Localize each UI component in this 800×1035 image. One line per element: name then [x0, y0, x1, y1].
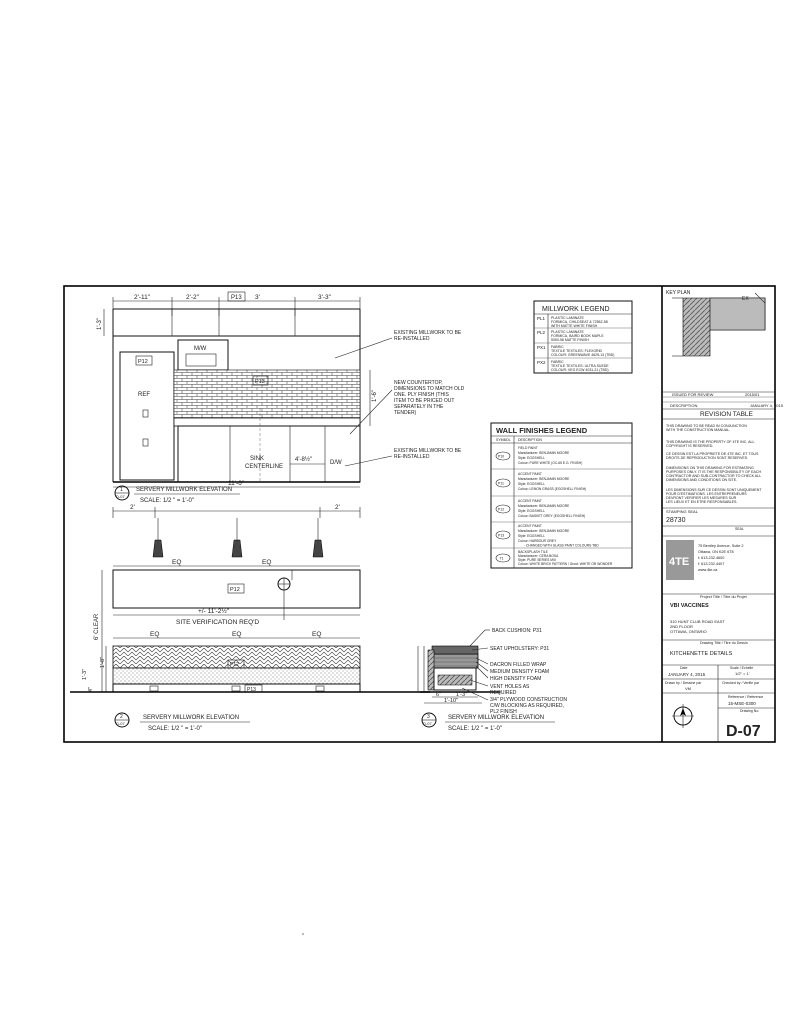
- wl-text-4c: Style: EGGSHELL: [518, 534, 545, 538]
- pendant-light-2: [232, 518, 242, 557]
- wl-text-3c: Style: EGGSHELL: [518, 509, 545, 513]
- sec-dim-a: 6": [436, 692, 442, 698]
- dim-5: 3'-3": [318, 294, 331, 301]
- wall-legend-title: WALL FINISHES LEGEND: [496, 426, 588, 435]
- dim-4: 3': [255, 294, 260, 301]
- wl-text-1c: Style: EGGSHELL: [518, 456, 545, 460]
- sec-note-7c: PL2 FINISH: [490, 709, 517, 715]
- addr-line-1: 75 Bentley Avenue, Suite 2: [698, 544, 744, 548]
- wl-text-4e: - CHANGED WITH GLASS PAINT COLOURS TBD: [524, 543, 599, 548]
- wl-code-5: T1: [499, 556, 504, 561]
- wl-code-4: P13: [498, 533, 505, 538]
- tb-note-3b: DROITS DE REPRODUCTION SONT RESERVES.: [666, 456, 749, 460]
- detail-num-1: 1: [120, 487, 123, 493]
- elevation-bottom: [70, 504, 430, 732]
- millwork-legend: [534, 301, 632, 373]
- px-tag: P12: [230, 662, 239, 668]
- eq-4: EQ: [232, 631, 242, 638]
- dim-3-tag: P13: [231, 295, 242, 301]
- note-1a: EXISTING MILLWORK TO BE: [394, 330, 462, 336]
- ml-text-3a: FABRIC: [551, 345, 564, 349]
- issued-date: 2015/01: [745, 392, 760, 397]
- scale-label: Scale / Echelle: [730, 666, 754, 670]
- elev2-title: SERVERY MILLWORK ELEVATION: [143, 715, 240, 721]
- wl-code-3: P12: [498, 507, 505, 512]
- ref-value: 15-MSE-0300: [728, 701, 756, 706]
- sink-centerline: CENTERLINE: [245, 464, 284, 470]
- ml-text-4c: COLOUR: VEG ECW 4031-21 (TBD): [551, 368, 609, 372]
- tb-note-5d: LES LIEUX ET EN ETRE RESPONSABLES.: [666, 500, 738, 504]
- sec-scale: SCALE: 1/2 " = 1'-0": [448, 726, 502, 732]
- addr-line-4: f: 613.232.4407: [698, 562, 725, 566]
- ml-text-1c: WITH MATTE WHITE FINISH: [551, 324, 598, 328]
- bench-base: [113, 668, 360, 684]
- drawn-label: Drawn by / Dessine par: [665, 681, 702, 685]
- date-label: Date: [680, 666, 688, 670]
- ml-code-4: PX2: [537, 360, 546, 365]
- p13-tag: P13: [255, 379, 265, 385]
- h3-dim: 1'-3": [82, 669, 88, 680]
- pendant-light-3: [313, 518, 323, 557]
- logo-text: 4TE: [669, 556, 690, 568]
- wl-text-4a: ACCENT PAINT: [518, 524, 542, 528]
- client-name: VBI VACCINES: [670, 603, 709, 609]
- wl-text-2d: Colour: LEMON GRASS (EGGSHELL FINISH): [518, 487, 587, 491]
- ml-text-2b: FORMICA, BAIRD BOOK MAPLE: [551, 334, 604, 338]
- tb-note-2b: COPYRIGHT IS RESERVED.: [666, 444, 714, 448]
- sec-title: SERVERY MILLWORK ELEVATION: [448, 715, 545, 721]
- millwork-legend-title: MILLWORK LEGEND: [542, 306, 610, 313]
- wl-text-1a: FIELD PAINT: [518, 446, 538, 450]
- sink-label: SINK: [250, 456, 265, 462]
- sec-note-6b: REQUIRED: [490, 690, 517, 696]
- pendant-light-1: [153, 518, 163, 557]
- wl-text-2b: Manufacturer: BENJAMIN MOORE: [518, 477, 570, 481]
- sec-note-4: MEDIUM DENSITY FOAM: [490, 669, 550, 675]
- client-addr-2: 2ND FLOOR: [670, 624, 693, 629]
- north-arrow-icon: [672, 704, 694, 728]
- overall-dim: 11'-6": [228, 480, 245, 487]
- client-addr-3: OTTAWA, ONTARIO: [670, 629, 707, 634]
- elev1-title: SERVERY MILLWORK ELEVATION: [136, 487, 233, 493]
- note-2b: DIMENSIONS TO MATCH OLD: [394, 386, 465, 392]
- ml-text-1a: PLASTIC LAMINATE: [551, 316, 584, 320]
- client-addr-1: 310 HUNT CLUB ROAD EAST: [670, 619, 725, 624]
- eq-1: EQ: [172, 559, 182, 566]
- sink-dim: 4'-8½": [295, 457, 312, 463]
- ml-text-1b: FORMICA, CHILDSEAT & 7255Z-58: [551, 320, 608, 324]
- tb-note-5c: DEVRONT VERIFIER LES MESURES SUR: [666, 496, 737, 500]
- ml-text-2a: PLASTIC LAMINATE: [551, 330, 584, 334]
- tb-note-1a: THIS DRAWING TO BE READ IN CONJUNCTION: [666, 424, 747, 428]
- note-2d: ITEM TO BE PRICED OUT: [394, 398, 455, 404]
- ml-code-2: PL2: [537, 330, 546, 335]
- sec-note-5: HIGH DENSITY FOAM: [490, 676, 542, 682]
- clear-dim: 6' CLEAR: [94, 613, 100, 640]
- dw-label: D/W: [330, 460, 342, 466]
- wl-text-5c: Style: PURE SERIES MIX: [518, 558, 557, 562]
- wl-text-2c: Style: EGGSHELL: [518, 482, 545, 486]
- rev-col-desc: DESCRIPTION: [670, 403, 698, 408]
- ml-text-3c: COLOUR: GREENWAVE 4625-13 (TBD): [551, 353, 615, 357]
- h2-dim: 4": [88, 686, 94, 692]
- tb-note-1b: WITH THE CONSTRUCTION MANUAL.: [666, 428, 731, 432]
- key-plan-label: KEY PLAN: [666, 290, 691, 296]
- section-detail: [418, 628, 567, 732]
- wl-text-1d: Colour: PURE WHITE (OC-65 E.G. FINISH): [518, 461, 583, 465]
- key-plan-code: EX: [742, 296, 749, 302]
- project-number: 28730: [666, 517, 686, 524]
- backsplash-tile: [174, 370, 360, 418]
- sec-note-2: SEAT UPHOLSTERY: P31: [490, 646, 550, 652]
- elevation-top: [97, 292, 465, 504]
- stamp-label: STAMPING SEAL: [666, 509, 698, 514]
- addr-line-3: t: 613.232.4600: [698, 556, 725, 560]
- revision-table-title: REVISION TABLE: [700, 411, 753, 418]
- sec-note-6a: VENT HOLES AS: [490, 684, 530, 690]
- addr-line-5: www.4te.ca: [698, 568, 718, 572]
- sec-note-3: DACRON FILLED WRAP: [490, 662, 547, 668]
- site-verify: SITE VERIFICATION REQ'D: [176, 619, 260, 626]
- rev-col-date: JANUARY 4, 2015: [750, 403, 783, 408]
- eq-3: EQ: [150, 631, 160, 638]
- sec-note-7a: 3/4" PLYWOOD CONSTRUCTION: [490, 697, 567, 703]
- wl-col-symbol: SYMBOL: [496, 438, 511, 442]
- ref-label: REF: [138, 392, 150, 398]
- tb-note-4a: DIMENSIONS ON THIS DRAWING FOR ESTIMATING: [666, 466, 754, 470]
- sec-note-1: BACK CUSHION: P31: [492, 628, 542, 634]
- sec-dim-c: 1'-10": [444, 698, 459, 704]
- wl-text-2a: ACCENT PAINT: [518, 472, 542, 476]
- elev1-scale: SCALE: 1/2 " = 1'-0": [140, 498, 194, 504]
- ml-text-2c: 5050-58 MATTE FINISH: [551, 338, 589, 342]
- ml-text-4b: TEXTILE TEXTILES: ULTRA SUEDE: [551, 364, 609, 368]
- wl-text-4d: Colour: HARBOUR GREY: [518, 539, 557, 543]
- tb-note-3a: CE DESSIN EST LA PROPRIETE DE 4TE INC. ET TOUS: [666, 452, 759, 456]
- detail-sheet-1: D-07: [116, 494, 125, 499]
- drawing-title: KITCHENETTE DETAILS: [670, 651, 733, 657]
- wl-text-4b: Manufacturer: BENJAMIN MOORE: [518, 529, 570, 533]
- ml-text-3b: TEXTILE TEXTILES: FLEXGRID: [551, 349, 603, 353]
- dim-2ft-right: 2': [335, 504, 340, 511]
- p12-fridge: P12: [138, 359, 148, 365]
- dim-right: 1'-6": [372, 390, 378, 402]
- note-2e: SEPARATELY IN THE: [394, 404, 444, 410]
- drawing-title-label: Drawing Title / Titre du Dessin: [700, 641, 748, 645]
- ml-text-4a: FABRIC: [551, 360, 564, 364]
- note-2a: NEW COUNTERTOP,: [394, 380, 443, 386]
- issued-for-review: ISSUED FOR REVIEW: [672, 392, 714, 397]
- wl-text-5b: Manufacturer: CERA BOSA: [518, 554, 559, 558]
- base-tag: P13: [247, 687, 256, 693]
- h1-dim: 1'-8": [100, 657, 106, 668]
- checked-label: Checked by / Verifie par: [722, 681, 760, 685]
- p12-wall: P12: [230, 587, 240, 593]
- addr-line-2: Ottawa, ON K2E 6T8: [698, 550, 734, 554]
- wl-text-3b: Manufacturer: BENJAMIN MOORE: [518, 504, 570, 508]
- detail-num-2: 2: [120, 714, 123, 720]
- sec-dim-b: 1'-3": [456, 692, 467, 698]
- detail-sheet-3: D-07: [423, 721, 432, 726]
- ref-label-tb: Reference / Reference: [728, 695, 764, 699]
- wall-finishes-legend: [491, 423, 632, 568]
- elev2-scale: SCALE: 1/2 " = 1'-0": [148, 726, 202, 732]
- ml-code-3: PX1: [537, 345, 546, 350]
- tb-note-5a: LES DIMENSIONS SUR CE DESSIN SONT UNIQUEMENT: [666, 488, 762, 492]
- note-3b: RE-INSTALLED: [394, 454, 430, 460]
- scale-value: 1/2" = 1': [735, 671, 750, 676]
- tb-note-4c: CONTRACTOR AND SUB-CONTRACTOR TO CHECK ALL: [666, 474, 762, 478]
- wl-code-2: P11: [498, 481, 504, 486]
- tb-note-4d: DIMENSIONS AND CONDITIONS ON SITE.: [666, 478, 738, 482]
- dim-2ft-left: 2': [130, 504, 135, 511]
- wl-text-3a: ACCENT PAINT: [518, 499, 542, 503]
- wl-text-5d: Colour: WHITE BRICK PATTERN / Grout: WHITE OR WONDER: [518, 562, 613, 566]
- sec-note-7b: C/W BLOCKING AS REQUIRED,: [490, 703, 564, 709]
- eq-5: EQ: [312, 631, 322, 638]
- project-title-label: Project Title / Titre du Projet: [700, 595, 747, 599]
- wl-code-1: P10: [498, 454, 505, 459]
- dim-left: 1'-3": [97, 318, 103, 330]
- dim-1: 2'-11": [134, 294, 151, 301]
- tb-note-4b: PURPOSES ONLY. IT IS THE RESPONSIBILITY OF EACH: [666, 470, 762, 474]
- note-2c: ONE. PLY FINISH (THIS: [394, 392, 449, 398]
- tb-note-5b: POUR D'ESTIMATIONS. LES ENTREPRENEURS: [666, 492, 747, 496]
- key-plan-graphic: [672, 293, 765, 356]
- mw-label: M/W: [194, 346, 207, 352]
- detail-num-3: 3: [427, 714, 430, 720]
- wl-text-5a: BACKSPLASH TILE: [518, 550, 548, 554]
- note-1b: RE-INSTALLED: [394, 336, 430, 342]
- wl-text-1b: Manufacturer: BENJAMIN MOORE: [518, 451, 570, 455]
- date-value: JANUARY 4, 2015: [668, 672, 706, 677]
- tb-note-2a: THIS DRAWING IS THE PROPERTY OF 4TE INC. ALL: [666, 440, 755, 444]
- drawn-value: VM: [685, 686, 691, 691]
- note-3a: EXISTING MILLWORK TO BE: [394, 448, 462, 454]
- wl-col-desc: DESCRIPTION: [518, 438, 542, 442]
- drawing-no-label: Drawing No.: [740, 709, 760, 713]
- ml-code-1: PL1: [537, 316, 546, 321]
- detail-sheet-2: D-07: [116, 721, 125, 726]
- wl-text-3d: Colour: BASKET GREY (EGGSHELL FINISH): [518, 514, 586, 518]
- title-block: [662, 286, 784, 742]
- overall-dim-2: +/- 11'-2½": [198, 608, 230, 615]
- drawing-number: D-07: [726, 723, 761, 740]
- note-2f: TENDER): [394, 410, 417, 416]
- dim-2: 2'-2": [186, 294, 199, 301]
- seal-label: SEAL: [735, 527, 744, 531]
- eq-2: EQ: [262, 559, 272, 566]
